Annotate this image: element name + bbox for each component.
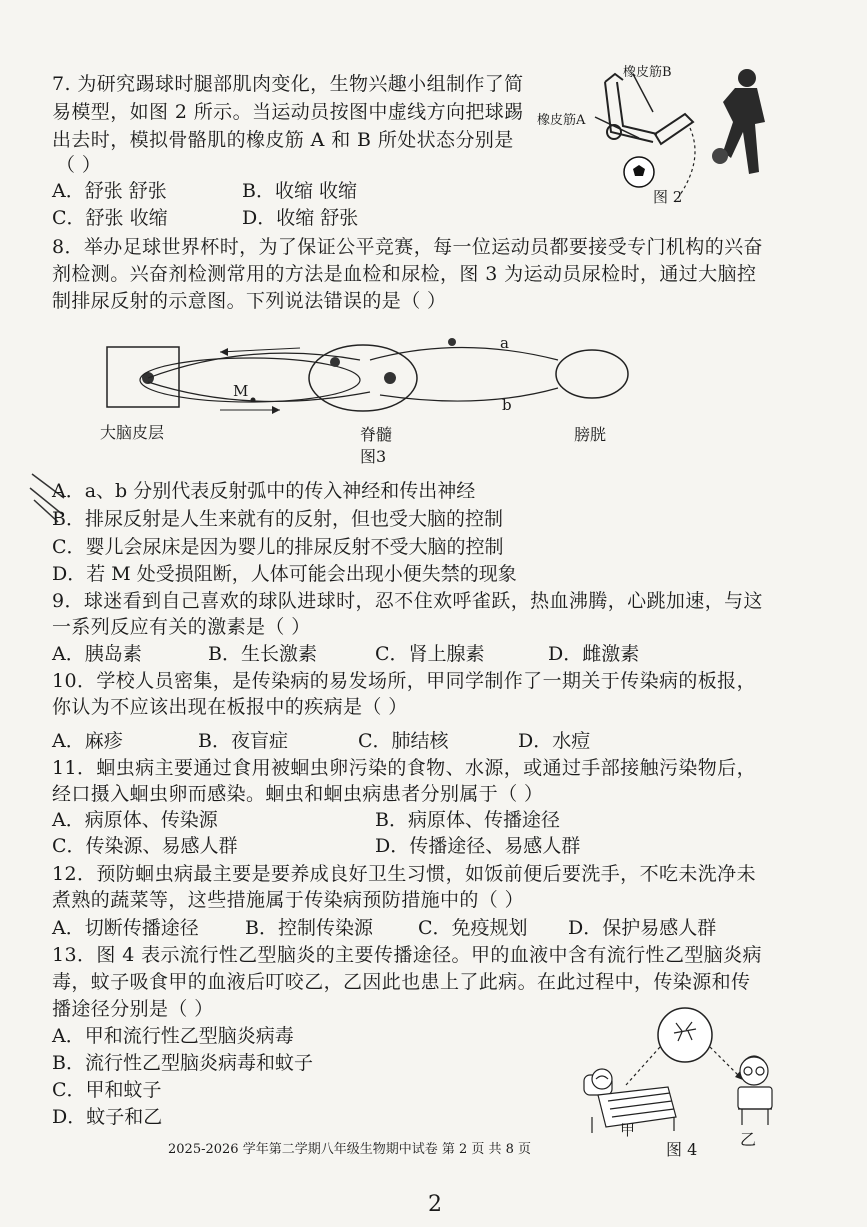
q13-option-c[interactable]: C．甲和蚊子: [52, 1079, 162, 1101]
q13-option-a[interactable]: A．甲和流行性乙型脑炎病毒: [52, 1025, 294, 1047]
figure-3-reflex-diagram: [100, 330, 660, 470]
q7-line-4: （ ）: [56, 154, 102, 176]
q13-line-2: 毒，蚊子吸食甲的血液后叮咬乙，乙因此也患上了此病。在此过程中，传染源和传: [52, 971, 751, 993]
mosquito-circle: [658, 1008, 712, 1062]
q8-option-b[interactable]: B．排尿反射是人生来就有的反射，但也受大脑的控制: [52, 508, 503, 530]
q7-option-a[interactable]: A．舒张 舒张: [52, 180, 167, 202]
q7-line-2: 易模型，如图 2 所示。当运动员按图中虚线方向把球踢: [52, 101, 524, 123]
figure-2-leg-model: [535, 62, 795, 212]
q12-line-2: 煮熟的蔬菜等，这些措施属于传染病预防措施中的（ ）: [52, 889, 525, 911]
q13-option-d[interactable]: D．蚊子和乙: [52, 1106, 163, 1128]
figure-2-caption: 图 2: [653, 188, 683, 206]
label-spinal-cord: 脊髓: [360, 425, 393, 444]
q11-line-1: 11．蛔虫病主要通过食用被蛔虫卵污染的食物、水源，或通过手部接触污染物后，: [52, 757, 756, 779]
q9-option-a[interactable]: A．胰岛素: [52, 643, 142, 665]
q7-option-d[interactable]: D．收缩 舒张: [242, 207, 359, 229]
q9-line-1: 9．球迷看到自己喜欢的球队进球时，忍不住欢呼雀跃，热血沸腾，心跳加速，与这: [52, 590, 763, 612]
person-yi-icon: [738, 1056, 772, 1125]
label-rubber-band-a: 橡皮筋A: [537, 113, 586, 128]
q8-option-a[interactable]: A．a、b 分别代表反射弧中的传入神经和传出神经: [52, 480, 476, 502]
q10-option-d[interactable]: D．水痘: [518, 730, 591, 752]
q10-option-a[interactable]: A．麻疹: [52, 730, 123, 752]
q10-option-b[interactable]: B．夜盲症: [198, 730, 288, 752]
label-rubber-band-b: 橡皮筋B: [623, 65, 672, 80]
q11-option-c[interactable]: C．传染源、易感人群: [52, 835, 238, 857]
q8-option-c[interactable]: C．婴儿会尿床是因为婴儿的排尿反射不受大脑的控制: [52, 536, 504, 558]
label-b: b: [502, 396, 512, 414]
spinal-cord-shape: [309, 345, 417, 411]
q13-option-b[interactable]: B．流行性乙型脑炎病毒和蚊子: [52, 1052, 313, 1074]
page-footer: 2025-2026 学年第二学期八年级生物期中试卷 第 2 页 共 8 页: [168, 1142, 532, 1157]
figure-4-caption: 图 4: [666, 1140, 698, 1159]
label-bladder: 膀胱: [574, 425, 607, 444]
label-a: a: [500, 334, 509, 352]
q8-line-1: 8．举办足球世界杯时，为了保证公平竞赛，每一位运动员都要接受专门机构的兴奋: [52, 236, 763, 258]
soccer-player-silhouette-icon: [712, 69, 765, 174]
q10-option-c[interactable]: C．肺结核: [358, 730, 449, 752]
q8-line-3: 制排尿反射的示意图。下列说法错误的是（ ）: [52, 290, 447, 312]
q12-option-c[interactable]: C．免疫规划: [418, 917, 528, 939]
q8-line-2: 剂检测。兴奋剂检测常用的方法是血检和尿检，图 3 为运动员尿检时，通过大脑控: [52, 263, 757, 285]
q9-option-d[interactable]: D．雌激素: [548, 643, 640, 665]
q11-option-b[interactable]: B．病原体、传播途径: [375, 809, 560, 831]
q12-option-b[interactable]: B．控制传染源: [245, 917, 373, 939]
q10-line-2: 你认为不应该出现在板报中的疾病是（ ）: [52, 696, 408, 718]
q9-option-b[interactable]: B．生长激素: [208, 643, 317, 665]
q7-option-b[interactable]: B．收缩 收缩: [242, 180, 358, 202]
q7-line-1: 7. 为研究踢球时腿部肌肉变化，生物兴趣小组制作了简: [52, 73, 524, 95]
q11-line-2: 经口摄入蛔虫卵而感染。蛔虫和蛔虫病患者分别属于（ ）: [52, 783, 544, 805]
q11-option-d[interactable]: D．传播途径、易感人群: [375, 835, 581, 857]
q12-option-d[interactable]: D．保护易感人群: [568, 917, 717, 939]
q7-option-c[interactable]: C．舒张 收缩: [52, 207, 168, 229]
q9-line-2: 一系列反应有关的激素是（ ）: [52, 616, 311, 638]
figure-4-transmission-diagram: [578, 1005, 808, 1165]
leg-model-drawing: [605, 74, 693, 144]
nerve-a: [370, 348, 558, 361]
label-yi: 乙: [740, 1130, 757, 1149]
q11-option-a[interactable]: A．病原体、传染源: [52, 809, 218, 831]
q13-line-3: 播途径分别是（ ）: [52, 998, 214, 1020]
page-number: 2: [428, 1192, 442, 1217]
q8-option-d[interactable]: D．若 M 处受损阻断，人体可能会出现小便失禁的现象: [52, 563, 517, 585]
q13-line-1: 13．图 4 表示流行性乙型脑炎的主要传播途径。甲的血液中含有流行性乙型脑炎病: [52, 944, 762, 966]
label-jia: 甲: [620, 1121, 636, 1139]
label-m: M: [233, 382, 249, 400]
soccer-ball-icon: [624, 157, 654, 187]
q9-option-c[interactable]: C．肾上腺素: [375, 643, 485, 665]
figure-3-caption: 图3: [360, 447, 387, 466]
q12-option-a[interactable]: A．切断传播途径: [52, 917, 199, 939]
q10-line-1: 10．学校人员密集，是传染病的易发场所，甲同学制作了一期关于传染病的板报，: [52, 670, 756, 692]
q7-line-3: 出去时，模拟骨骼肌的橡皮筋 A 和 B 所处状态分别是: [52, 129, 514, 151]
q12-line-1: 12．预防蛔虫病最主要是要养成良好卫生习惯，如饭前便后要洗手，不吃未洗净未: [52, 863, 756, 885]
nerve-b: [380, 388, 558, 401]
label-cerebral-cortex: 大脑皮层: [100, 423, 165, 442]
bladder-shape: [556, 350, 628, 398]
